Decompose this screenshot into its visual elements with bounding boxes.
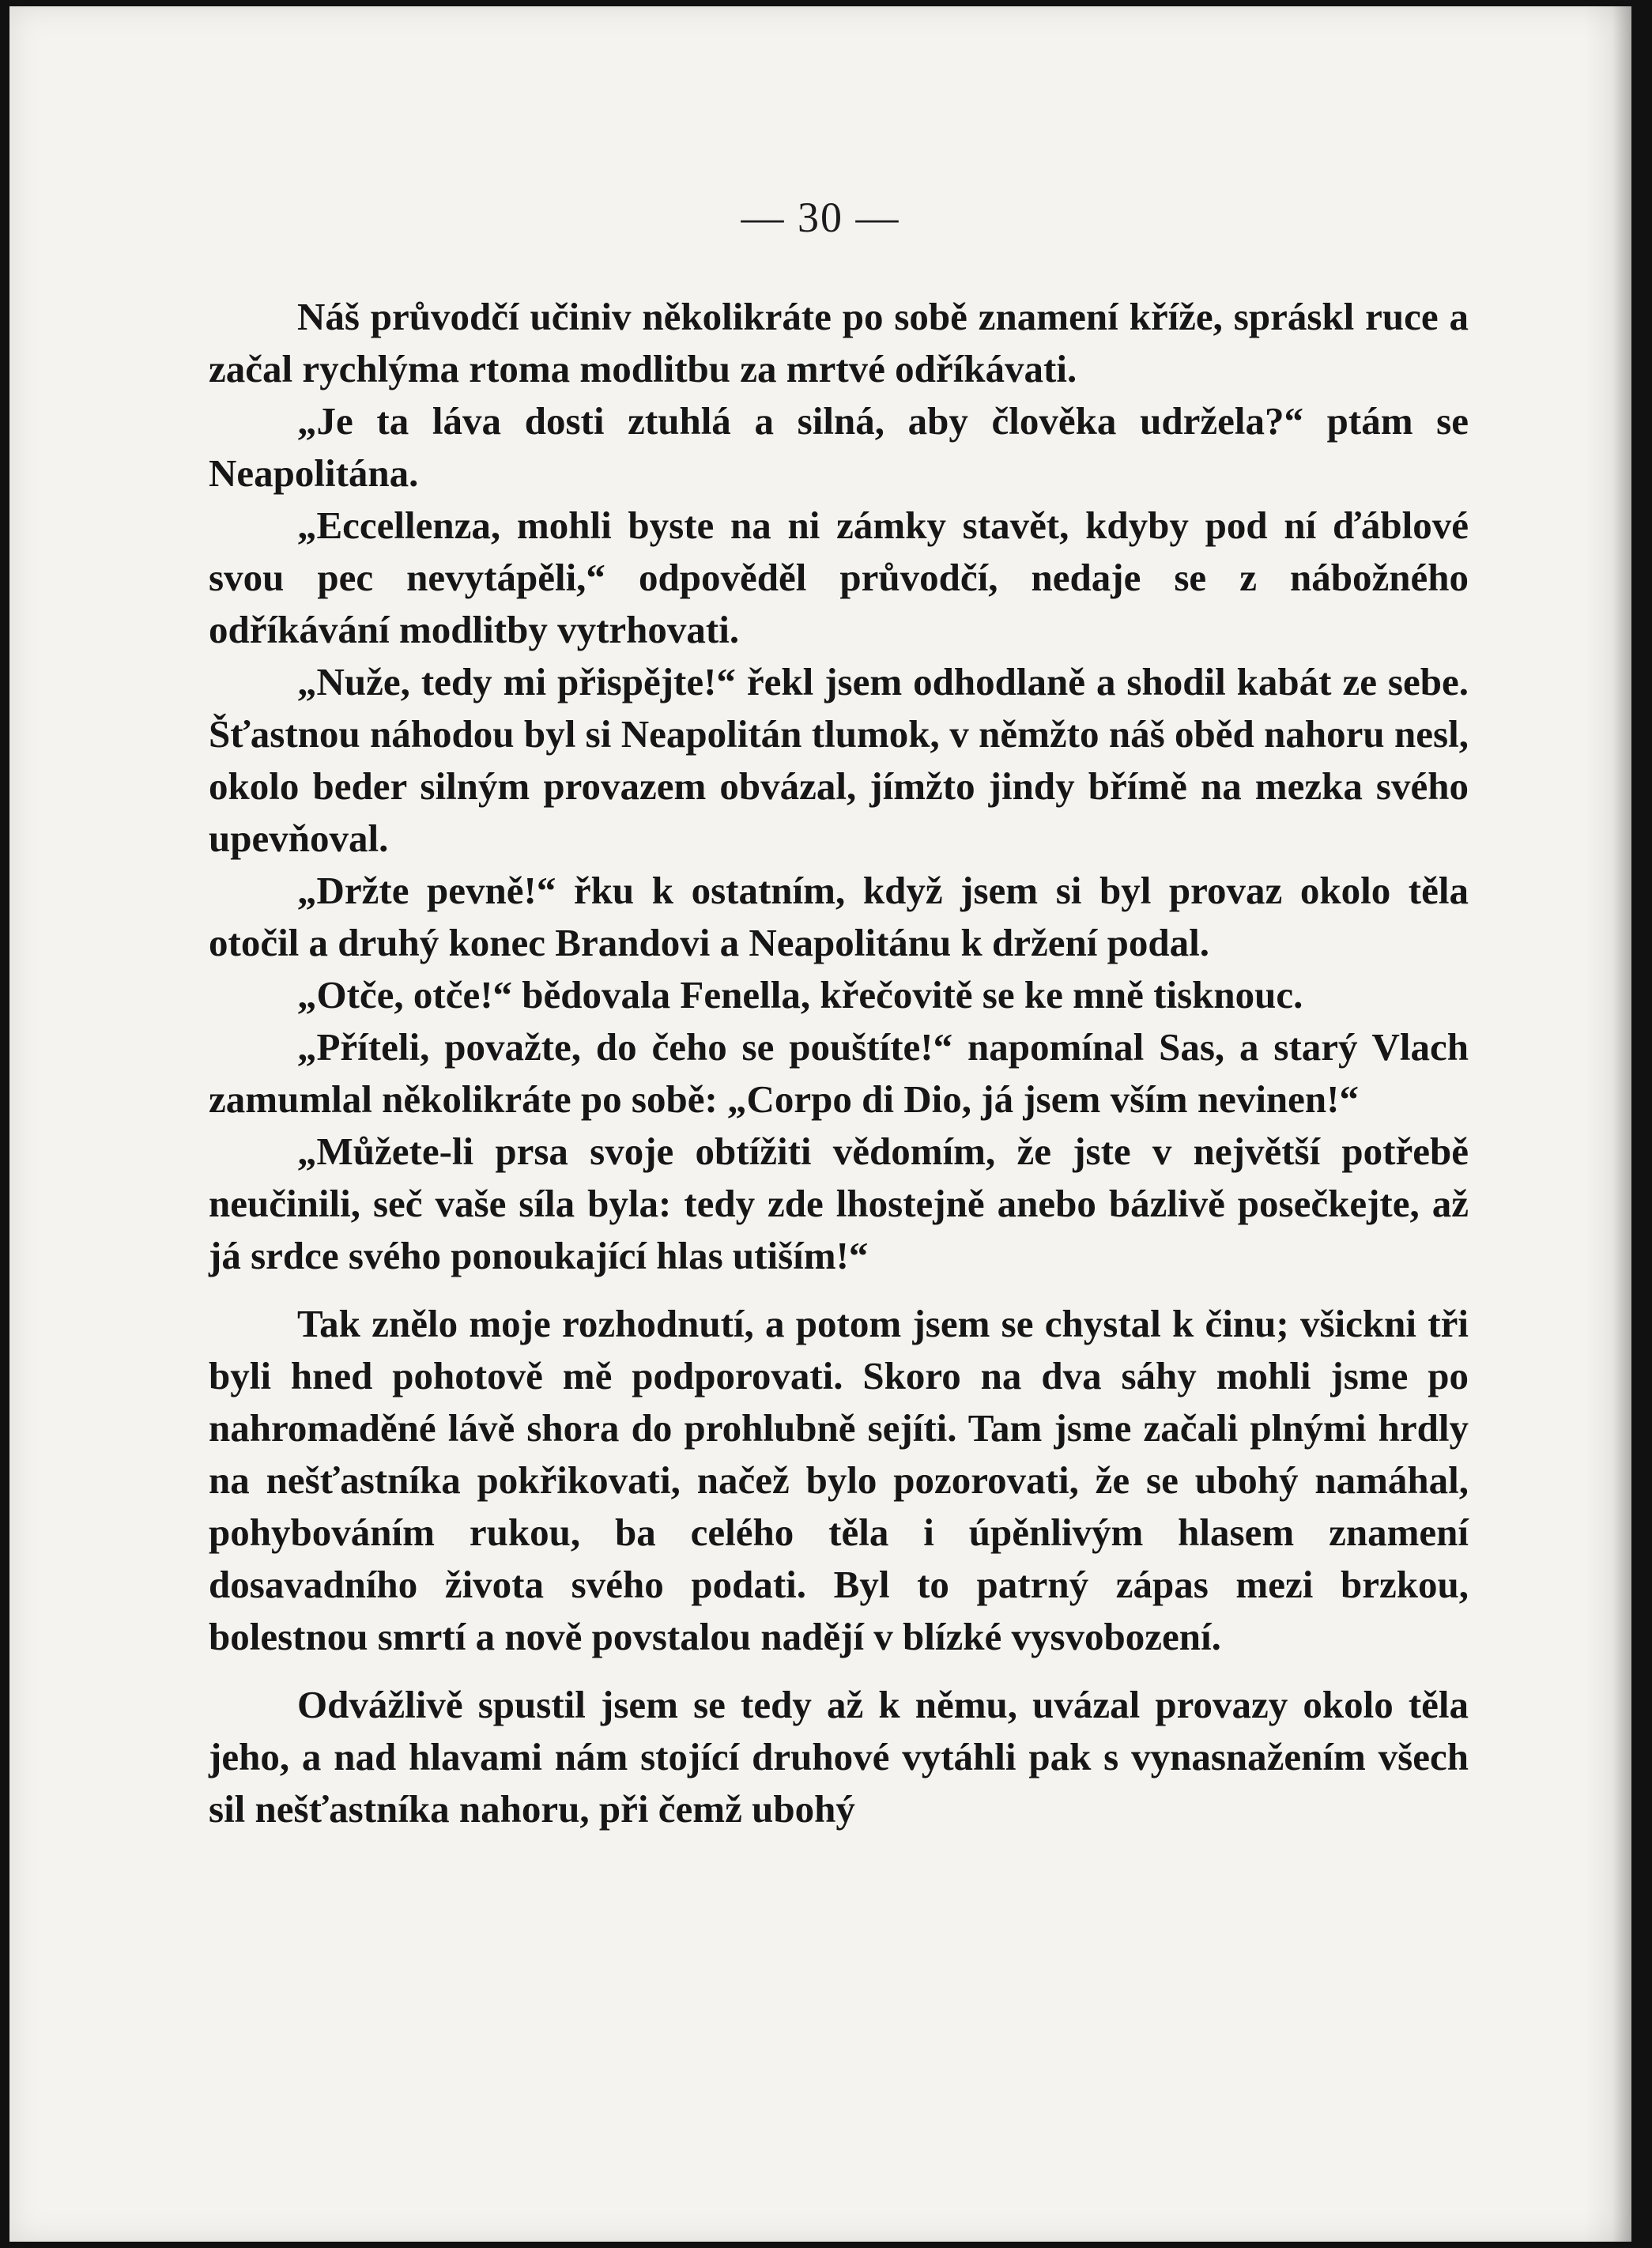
paragraph-6: „Otče, otče!“ bědovala Fenella, křečovitě se ke mně tisknouc. <box>297 973 1303 1017</box>
paragraph-10: Odvážlivě spustil jsem se tedy až k němu, uvázal provazy okolo těla jeho, a nad hlavami nám stojící druhové vytáhli pak s vynasnažením všech sil nešťastníka nahoru, při čemž ubohý <box>209 1683 1469 1831</box>
page-edge-shadow <box>1584 6 1631 2242</box>
page-number: — 30 — <box>741 194 900 241</box>
paragraph-3: „Eccellenza, mohli byste na ni zámky stavět, kdyby pod ní ďáblové svou pec nevytápěli,“ odpověděl průvodčí, nedaje se z nábožného odříkávání modlitby vytrhovati. <box>209 504 1469 651</box>
paragraph-1: Náš průvodčí učiniv několikráte po sobě znamení kříže, spráskl ruce a začal rychlýma rtoma modlitbu za mrtvé odříkávati. <box>209 295 1469 390</box>
paragraph-2: „Je ta láva dosti ztuhlá a silná, aby člověka udržela?“ ptám se Neapolitána. <box>209 399 1469 495</box>
paragraph-9: Tak znělo moje rozhodnutí, a potom jsem se chystal k činu; všickni tři byli hned pohotově mě podporovati. Skoro na dva sáhy mohli jsme po nahromaděné lávě shora do prohlubně sejíti. Tam jsme začali plnými hrdly na nešťastníka pokřikovati, načež bylo pozorovati, že se ubohý namáhal, pohybováním rukou, ba celého těla i úpěnlivým hlasem znamení dosavadního života svého podati. Byl to patrný zápas mezi brzkou, bolestnou smrtí a nově povstalou nadějí v blízké vysvobození. <box>209 1302 1469 1658</box>
paragraph-4: „Nuže, tedy mi přispějte!“ řekl jsem odhodlaně a shodil kabát ze sebe. Šťastnou náhodou byl si Neapolitán tlumok, v němžto náš oběd nahoru nesl, okolo beder silným provazem obvázal, jímžto jindy břímě na mezka svého upevňoval. <box>209 660 1469 860</box>
book-page <box>9 6 1631 2242</box>
body-text <box>209 291 1469 1835</box>
paragraph-7: „Příteli, považte, do čeho se pouštíte!“ napomínal Sas, a starý Vlach zamumlal několikráte po sobě: „Corpo di Dio, já jsem vším nevinen!“ <box>209 1025 1469 1121</box>
paragraph-8: „Můžete-li prsa svoje obtížiti vědomím, že jste v největší potřebě neučinili, seč vaše síla byla: tedy zde lhostejně anebo bázlivě posečkejte, až já srdce svého ponoukající hlas utiším!“ <box>209 1130 1469 1277</box>
paragraph-5: „Držte pevně!“ řku k ostatním, když jsem si byl provaz okolo těla otočil a druhý konec Brandovi a Neapolitánu k držení podal. <box>209 869 1469 964</box>
